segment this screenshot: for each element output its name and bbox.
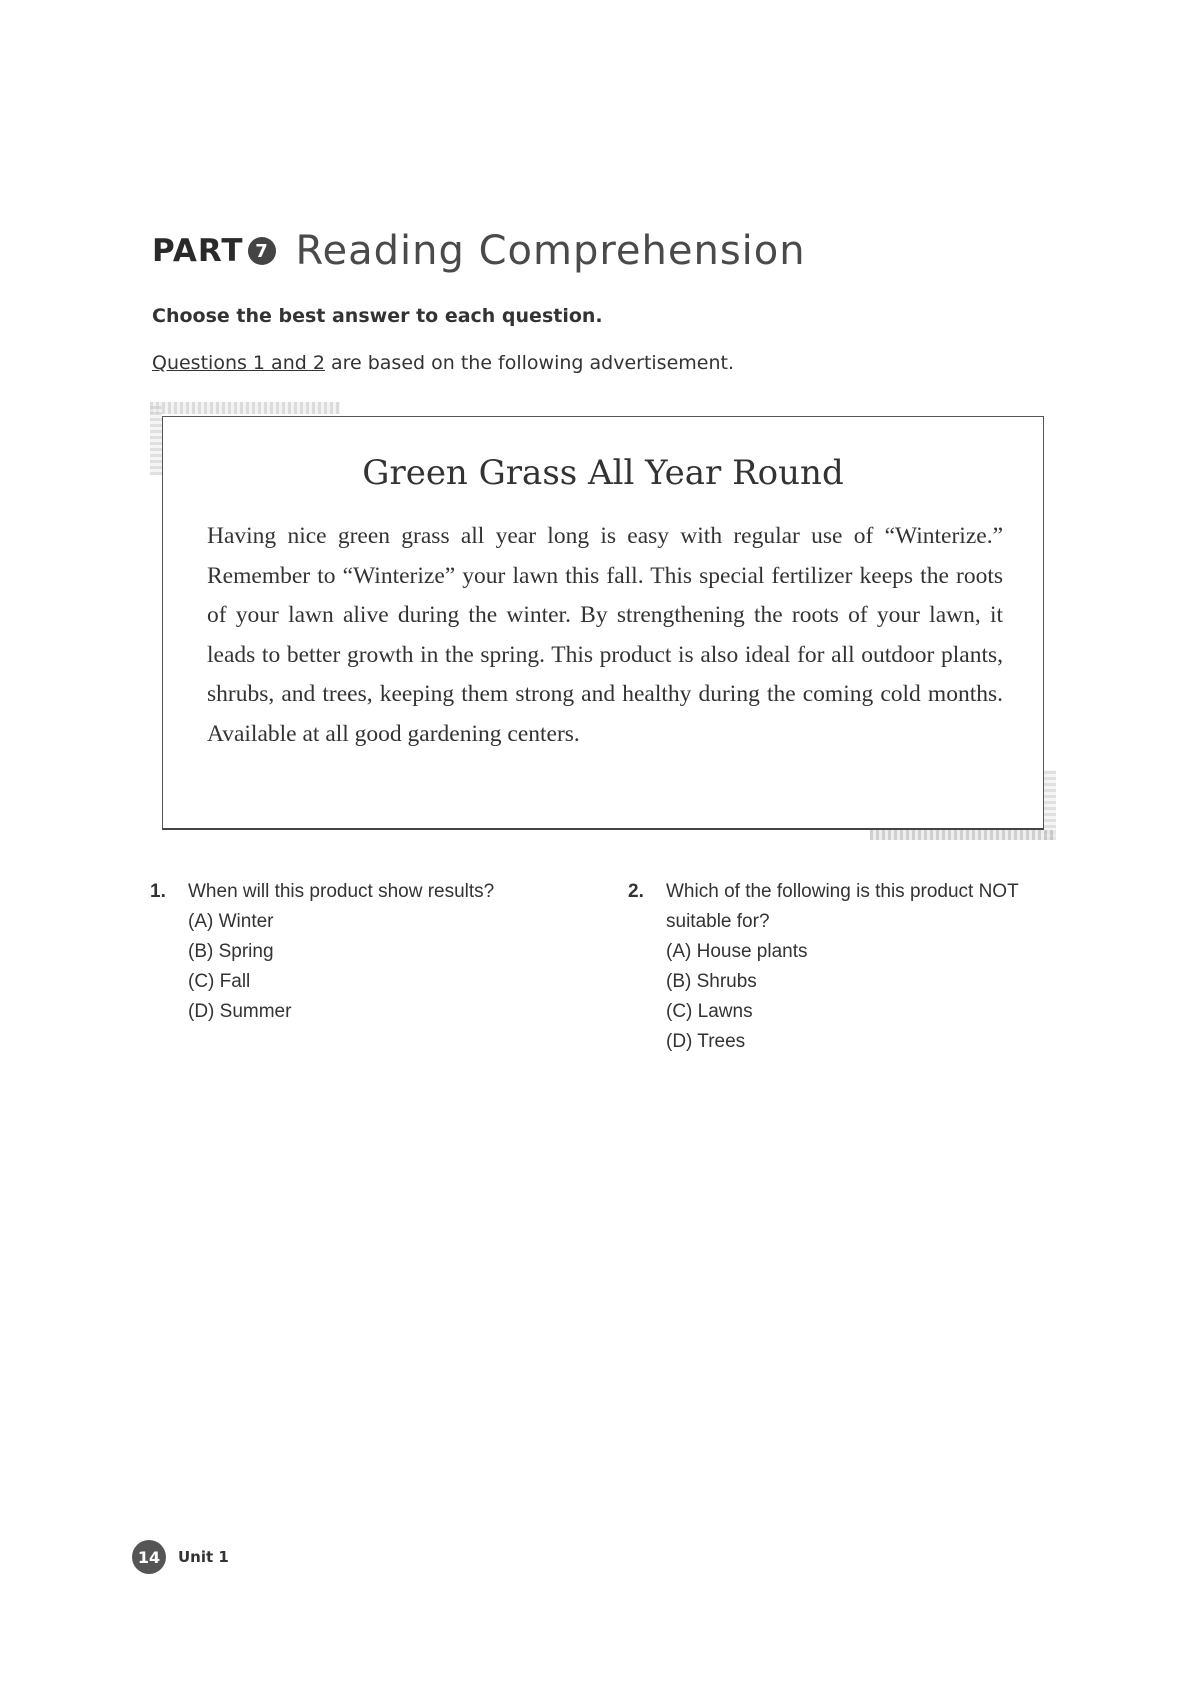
page-footer [132, 1540, 229, 1574]
question-text: Which of the following is this product NOT suitable for? [666, 881, 1019, 932]
page-number-badge: 14 [132, 1540, 166, 1574]
answer-option-a[interactable]: (A) House plants [666, 941, 808, 962]
page-title: Reading Comprehension [295, 228, 806, 274]
answer-option-b[interactable]: (B) Shrubs [666, 971, 757, 992]
questions-range-label: Questions 1 and 2 [152, 352, 325, 374]
question-number: 2. [628, 881, 644, 902]
advertisement-title: Green Grass All Year Round [362, 453, 844, 493]
answer-option-a[interactable]: (A) Winter [188, 911, 274, 932]
part-header [152, 228, 806, 274]
answer-option-c[interactable]: (C) Lawns [666, 1001, 753, 1022]
answer-options [666, 937, 1068, 1057]
instruction-text: Choose the best answer to each question. [152, 305, 603, 327]
answer-options [188, 907, 570, 1027]
question-1 [150, 877, 570, 1046]
unit-label: Unit 1 [178, 1548, 229, 1566]
advertisement-body: Having nice green grass all year long is easy with regular use of “Winterize.” Remember to “Winterize” your lawn this fall. This special fertilizer keeps the roots of your lawn alive during the winter. By strengthening the roots of your lawn, it leads to better growth in the spring. This product is also ideal for all outdoor plants, shrubs, and trees, keeping them strong and healthy during the coming cold months. Available at all good gardening centers. [207, 523, 1003, 747]
box-shadow-decoration [150, 405, 162, 475]
answer-option-c[interactable]: (C) Fall [188, 971, 251, 992]
answer-option-d[interactable]: (D) Summer [188, 1001, 292, 1022]
advertisement-box [162, 416, 1044, 830]
based-on-rest: are based on the following advertisement. [324, 352, 734, 374]
question-text: When will this product show results? [188, 881, 495, 902]
answer-option-d[interactable]: (D) Trees [666, 1031, 746, 1052]
questions-based-on-text [152, 352, 734, 374]
part-label: PART [152, 233, 244, 269]
box-shadow-decoration [870, 830, 1056, 840]
question-2 [628, 877, 1068, 1076]
part-number-badge: 7 [248, 237, 276, 265]
answer-option-b[interactable]: (B) Spring [188, 941, 274, 962]
box-shadow-decoration [150, 402, 340, 414]
question-number: 1. [150, 881, 166, 902]
